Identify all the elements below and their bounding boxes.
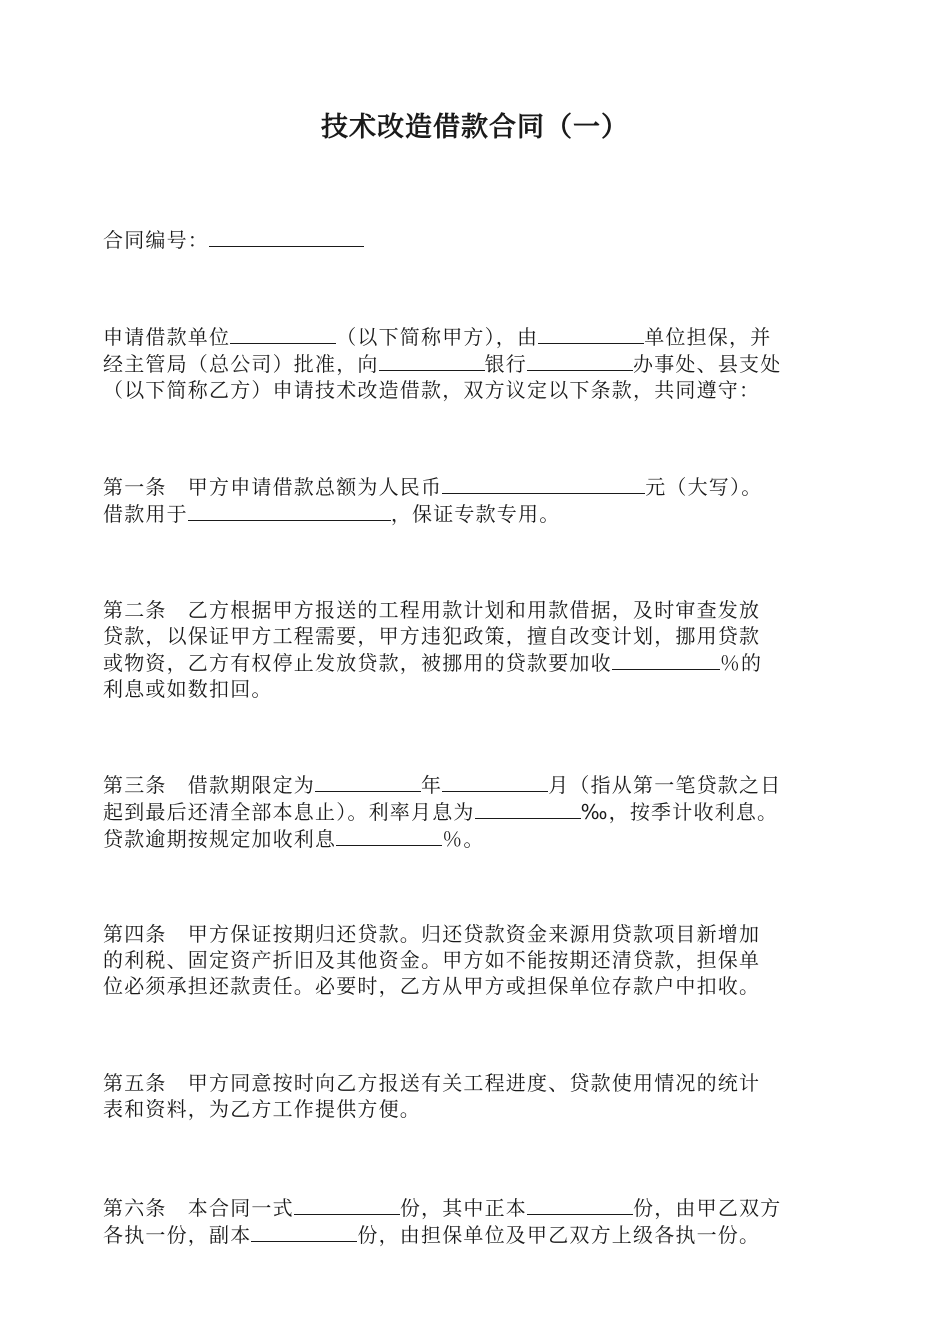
text-run: 第一条 甲方申请借款总额为人民币 xyxy=(103,475,443,499)
article-4 xyxy=(103,921,863,999)
article-3-line-2 xyxy=(103,798,863,825)
contract-number xyxy=(103,226,863,253)
borrower-blank xyxy=(230,323,336,344)
article-3-line-1 xyxy=(103,771,863,798)
article-6-line-2 xyxy=(103,1221,863,1248)
contract-number-blank xyxy=(209,226,364,247)
article-2-line-4: 利息或如数扣回。 xyxy=(103,677,273,701)
text-run: 申请借款单位 xyxy=(103,325,231,349)
text-run: 份，其中正本 xyxy=(399,1196,528,1220)
text-run: 元（大写）。 xyxy=(645,475,763,499)
copies-total-blank xyxy=(294,1194,400,1215)
text-run: 年 xyxy=(421,773,443,797)
article-2-line-2: 贷款，以保证甲方工程需要，甲方违犯政策，擅自改变计划，挪用贷款 xyxy=(103,624,761,648)
article-3 xyxy=(103,771,863,852)
text-run: ％。 xyxy=(442,827,485,851)
article-5-line-2: 表和资料，为乙方工作提供方便。 xyxy=(103,1097,421,1121)
text-run: （以下简称乙方）申请技术改造借款，双方议定以下条款，共同遵守： xyxy=(103,378,761,402)
text-run: 第三条 借款期限定为 xyxy=(103,773,315,797)
text-run: 银行 xyxy=(484,352,528,376)
monthly-rate-blank xyxy=(475,798,581,819)
text-run: ％的 xyxy=(719,651,763,675)
article-1 xyxy=(103,473,863,527)
text-run: ‰，按季计收利息。 xyxy=(580,800,779,824)
intro-line-1 xyxy=(103,323,863,350)
guarantor-blank xyxy=(538,323,644,344)
article-1-line-1 xyxy=(103,473,863,500)
overdue-rate-blank xyxy=(336,825,442,846)
article-2-line-3 xyxy=(103,649,863,676)
text-run: 经主管局（总公司）批准，向 xyxy=(103,352,379,376)
article-5 xyxy=(103,1070,863,1122)
intro-line-3 xyxy=(103,377,863,403)
office-blank xyxy=(527,350,633,371)
article-2 xyxy=(103,597,863,702)
text-run: 起到最后还清全部本息止）。利率月息为 xyxy=(103,800,475,824)
text-run: 份，由甲乙双方 xyxy=(633,1196,782,1220)
article-6 xyxy=(103,1194,863,1248)
intro-line-2 xyxy=(103,350,863,377)
article-2-line-1: 第二条 乙方根据甲方报送的工程用款计划和用款借据，及时审查发放 xyxy=(103,598,761,622)
text-run: ，保证专款专用。 xyxy=(390,502,561,526)
originals-blank xyxy=(527,1194,633,1215)
loan-purpose-blank xyxy=(188,500,391,521)
text-run: 单位担保，并 xyxy=(644,325,772,349)
term-years-blank xyxy=(315,771,421,792)
intro-paragraph xyxy=(103,323,863,403)
article-3-line-3 xyxy=(103,825,863,852)
loan-amount-blank xyxy=(442,473,645,494)
text-run: 份，由担保单位及甲乙双方上级各执一份。 xyxy=(357,1223,761,1247)
text-run: 办事处、县支处 xyxy=(633,352,782,376)
text-run: 或物资，乙方有权停止发放贷款，被挪用的贷款要加收 xyxy=(103,651,612,675)
article-4-line-3: 位必须承担还款责任。必要时，乙方从甲方或担保单位存款户中扣收。 xyxy=(103,974,761,998)
term-months-blank xyxy=(442,771,548,792)
text-run: 借款用于 xyxy=(103,502,188,526)
article-4-line-1: 第四条 甲方保证按期归还贷款。归还贷款资金来源用贷款项目新增加 xyxy=(103,922,761,946)
article-1-line-2 xyxy=(103,500,863,527)
article-5-line-1: 第五条 甲方同意按时向乙方报送有关工程进度、贷款使用情况的统计 xyxy=(103,1071,761,1095)
contract-number-label: 合同编号： xyxy=(103,228,209,252)
document-title: 技术改造借款合同（一） xyxy=(321,112,629,143)
article-6-line-1 xyxy=(103,1194,863,1221)
text-run: 贷款逾期按规定加收利息 xyxy=(103,827,337,851)
text-run: 各执一份，副本 xyxy=(103,1223,252,1247)
text-run: （以下简称甲方），由 xyxy=(336,325,539,349)
bank-blank xyxy=(379,350,485,371)
duplicates-blank xyxy=(251,1221,357,1242)
text-run: 月（指从第一笔贷款之日 xyxy=(548,773,782,797)
penalty-rate-blank xyxy=(612,649,720,670)
text-run: 第六条 本合同一式 xyxy=(103,1196,294,1220)
article-4-line-2: 的利税、固定资产折旧及其他资金。甲方如不能按期还清贷款，担保单 xyxy=(103,948,761,972)
